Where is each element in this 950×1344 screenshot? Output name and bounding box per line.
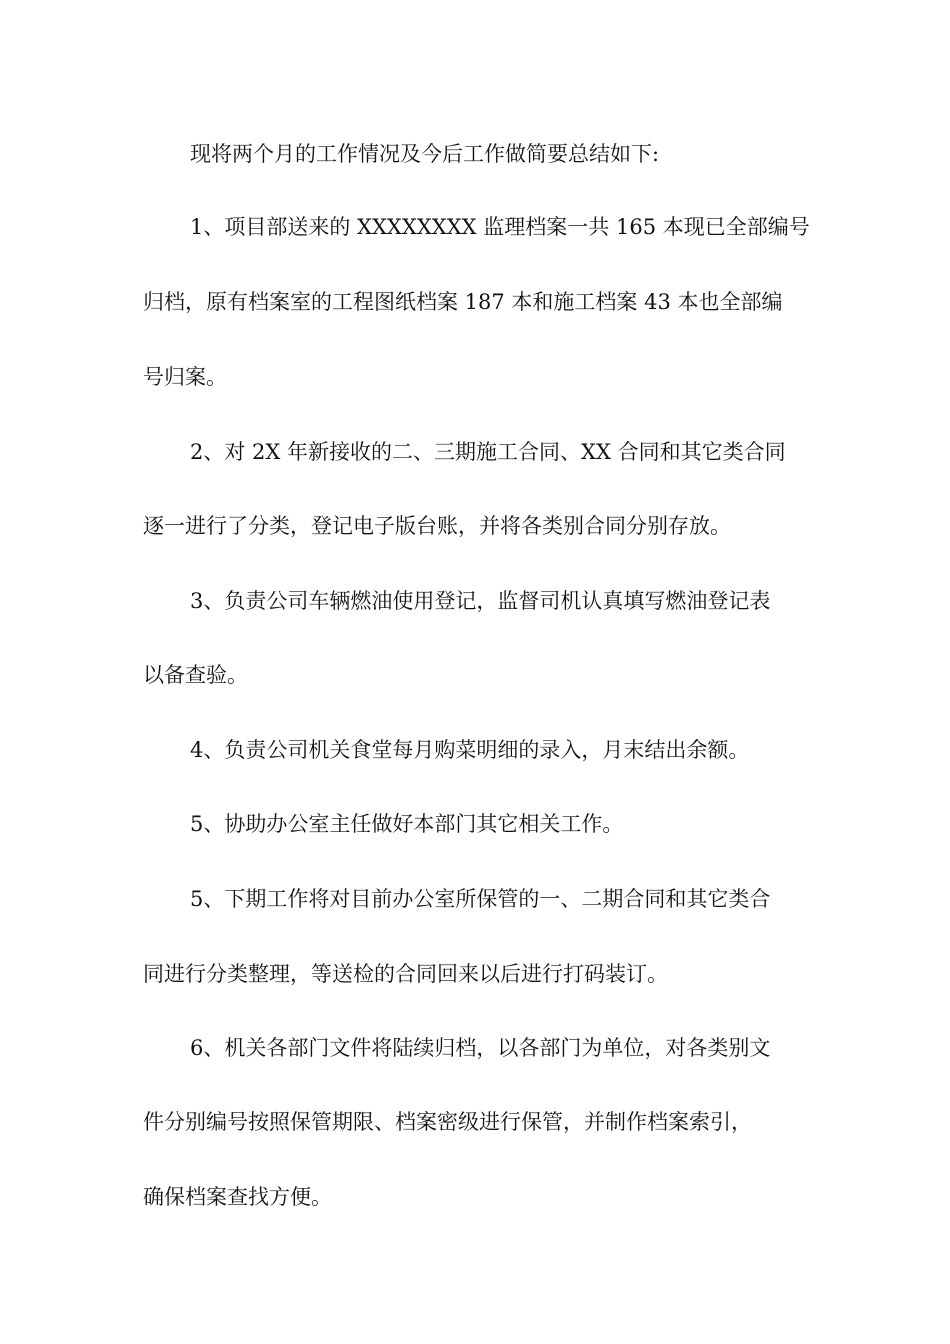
item-6-line-3: 确保档案查找方便。	[143, 1185, 332, 1209]
item-2-line-2: 逐一进行了分类，登记电子版台账，并将各类别合同分别存放。	[143, 514, 731, 538]
item-2-line-1: 2、对 2X 年新接收的二、三期施工合同、XX 合同和其它类合同	[190, 440, 786, 464]
intro-line: 现将两个月的工作情况及今后工作做简要总结如下:	[190, 142, 660, 166]
item-1-line-2: 归档，原有档案室的工程图纸档案 187 本和施工档案 43 本也全部编	[143, 290, 783, 314]
item-6-line-1: 6、机关各部门文件将陆续归档，以各部门为单位，对各类别文	[190, 1036, 771, 1060]
item-3-line-1: 3、负责公司车辆燃油使用登记，监督司机认真填写燃油登记表	[190, 589, 771, 613]
item-5-line: 5、协助办公室主任做好本部门其它相关工作。	[190, 812, 624, 836]
item-6-line-2: 件分别编号按照保管期限、档案密级进行保管，并制作档案索引，	[143, 1110, 752, 1134]
item-4-line: 4、负责公司机关食堂每月购菜明细的录入，月末结出余额。	[190, 738, 750, 762]
item-5b-line-1: 5、下期工作将对目前办公室所保管的一、二期合同和其它类合	[190, 887, 771, 911]
item-5b-line-2: 同进行分类整理，等送检的合同回来以后进行打码装订。	[143, 962, 668, 986]
item-1-line-1: 1、项目部送来的 XXXXXXXX 监理档案一共 165 本现已全部编号	[190, 215, 810, 239]
item-3-line-2: 以备查验。	[143, 663, 248, 687]
item-1-line-3: 号归案。	[143, 365, 227, 389]
